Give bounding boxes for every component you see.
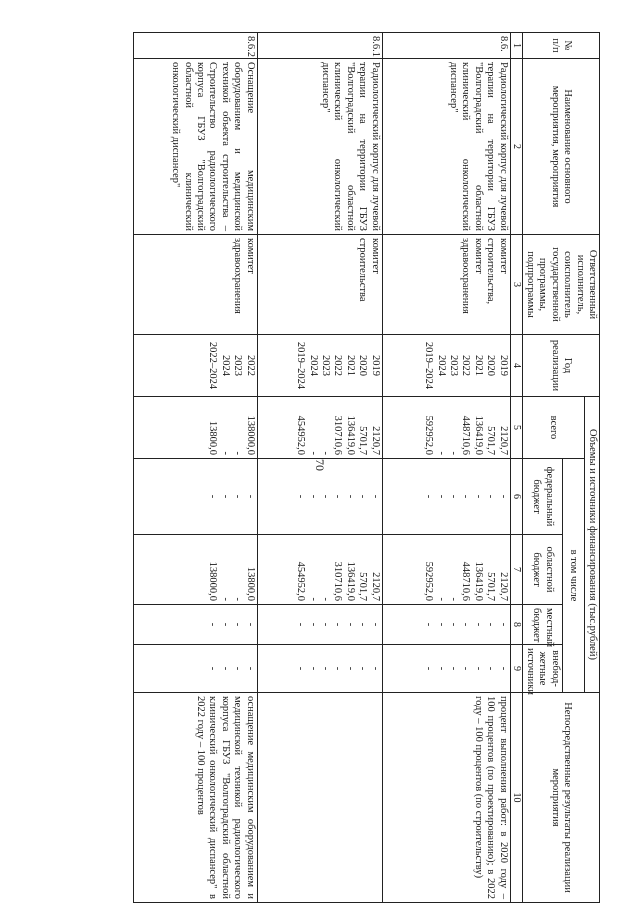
value-cell: - [497,666,509,671]
value-cell: - [369,666,381,671]
value-cell: - [472,622,484,627]
year-cell: 2019–2024 [295,341,307,390]
value-cell: - [472,494,484,499]
value-cell: - [307,666,319,671]
value-cell: - [319,494,331,499]
row-federal [257,459,382,535]
value-cell: - [307,622,319,627]
row-responsible: комитет здравоохранения [133,235,257,335]
col-num: 9 [510,645,522,693]
value-cell: - [435,597,447,601]
year-cell: 2024 [307,355,319,376]
value-cell: 136419,0 [472,415,484,455]
year-cell: 2022 [332,355,344,376]
value-cell: - [207,666,219,671]
header-extra: внебюд-жетные источники [522,645,562,693]
value-cell: - [307,494,319,499]
value-cell: - [357,494,369,499]
row-result: процент выполнения работ: в 2020 году – 100 процентов (по проектированию); в 2022 году – 100 процентов (по строительству) [382,693,510,903]
page-number: 70 [313,459,327,471]
header-local: местный бюджет [522,605,562,645]
value-cell: - [219,451,231,455]
row-responsible: комитет строительства [257,235,382,335]
value-cell: 5701,7 [357,572,369,601]
value-cell: - [332,622,344,627]
value-cell: 138000,0 [207,561,219,601]
value-cell: 5701,7 [485,572,497,601]
row-local [382,605,510,645]
row-years [133,335,257,397]
row-number: 8.6.1 [257,33,382,59]
value-cell: - [319,666,331,671]
value-cell: - [295,622,307,627]
value-cell: - [447,622,459,627]
year-cell: 2020 [357,355,369,376]
header-no: № п/п [522,33,599,59]
row-regional [257,535,382,605]
value-cell: - [485,666,497,671]
value-cell: 13800,0 [244,566,256,601]
value-cell: - [232,451,244,455]
row-federal [382,459,510,535]
value-cell: - [344,622,356,627]
col-num: 4 [510,335,522,397]
col-num: 2 [510,59,522,235]
row-number: 8.6. [382,33,510,59]
row-local [133,605,257,645]
row-regional [133,535,257,605]
value-cell: - [435,494,447,499]
column-numbers-row [510,33,522,903]
value-cell: 138000,0 [244,415,256,455]
col-num: 8 [510,605,522,645]
value-cell: 136419,0 [344,561,356,601]
value-cell: 448710,6 [460,415,472,455]
table-row [133,33,257,903]
value-cell: 5701,7 [357,426,369,455]
row-responsible: комитет строительства, комитет здравоохранения [382,235,510,335]
value-cell: - [423,622,435,627]
value-cell: - [460,622,472,627]
row-number: 8.6.2 [133,33,257,59]
value-cell: 2120,7 [497,572,509,601]
value-cell: - [423,494,435,499]
row-name: Радиологический корпус для лучевой терапии на территории ГБУЗ "Волгоградский областной клинический онкологический диспансер" [382,59,510,235]
row-total [133,397,257,459]
value-cell: - [295,666,307,671]
header-row-1 [584,33,599,903]
col-num: 1 [510,33,522,59]
value-cell: 2120,7 [497,426,509,455]
value-cell: 454952,0 [295,561,307,601]
value-cell: 310710,6 [332,561,344,601]
year-cell: 2024 [219,355,231,376]
header-total: всего [522,397,584,459]
value-cell: 136419,0 [344,415,356,455]
year-cell: 2023 [447,355,459,376]
value-cell: - [319,597,331,601]
header-including: в том числе [562,459,584,693]
row-years [382,335,510,397]
header-funding: Объемы и источники финансирования (тыс.рублей) [584,397,599,693]
table-row [382,33,510,903]
value-cell: - [307,451,319,455]
value-cell: - [319,622,331,627]
col-num: 3 [510,235,522,335]
value-cell: - [460,494,472,499]
value-cell: 5701,7 [485,426,497,455]
value-cell: - [207,622,219,627]
header-responsible: Ответственный исполнитель, соисполнитель государственной программы, подпрограммы [522,235,599,335]
value-cell: - [447,597,459,601]
value-cell: - [435,666,447,671]
row-name: Оснащение медицинским оборудованием и медицинской техникой объекта строительства – Строительство радиологического корпуса ГБУЗ "Волгоградский областной клинический онкологический диспансер" [133,59,257,235]
value-cell: - [219,666,231,671]
value-cell: 2120,7 [369,572,381,601]
value-cell: - [232,666,244,671]
value-cell: - [369,494,381,499]
col-num: 10 [510,693,522,903]
value-cell: 592952,0 [423,415,435,455]
value-cell: 2120,7 [369,426,381,455]
row-years [257,335,382,397]
year-cell: 2024 [435,355,447,376]
value-cell: - [344,494,356,499]
value-cell: - [497,494,509,499]
year-cell: 2020 [485,355,497,376]
value-cell: 592952,0 [423,561,435,601]
value-cell: - [435,622,447,627]
value-cell: - [244,622,256,627]
row-total [382,397,510,459]
header-regional: областной бюджет [522,535,562,605]
value-cell: 13800,0 [207,420,219,455]
value-cell: - [423,666,435,671]
value-cell: - [232,494,244,499]
year-cell: 2023 [232,355,244,376]
row-extra [257,645,382,693]
rotated-page [145,32,600,902]
value-cell: - [244,494,256,499]
row-local [257,605,382,645]
row-result [257,693,382,903]
value-cell: - [447,666,459,671]
year-cell: 2019–2024 [423,341,435,390]
year-cell: 2019 [369,355,381,376]
value-cell: - [357,622,369,627]
value-cell: - [485,494,497,499]
header-federal: федеральный бюджет [522,459,562,535]
value-cell: 310710,6 [332,415,344,455]
value-cell: - [485,622,497,627]
header-year: Год реализации [522,335,599,397]
year-cell: 2021 [472,355,484,376]
value-cell: - [497,622,509,627]
value-cell: - [219,622,231,627]
value-cell: - [332,494,344,499]
table-row [257,33,382,903]
header-name: Наименование основного мероприятия, мероприятия [522,59,599,235]
value-cell: 448710,6 [460,561,472,601]
row-extra [382,645,510,693]
value-cell: - [219,597,231,601]
header-results: Непосредственные результаты реализации мероприятия [522,693,599,903]
value-cell: - [357,666,369,671]
value-cell: - [307,597,319,601]
value-cell: - [447,451,459,455]
year-cell: 2022 [244,355,256,376]
value-cell: - [460,666,472,671]
value-cell: - [295,494,307,499]
row-federal [133,459,257,535]
value-cell: - [369,622,381,627]
value-cell: - [447,494,459,499]
value-cell: - [232,597,244,601]
year-cell: 2021 [344,355,356,376]
value-cell: - [219,494,231,499]
row-total [257,397,382,459]
col-num: 5 [510,397,522,459]
row-result: оснащение медицинским оборудованием и медицинской техникой радиологического корпуса ГБУЗ "Волгоградский областной клинический онкологический диспансер" в 2022 году – 100 процентов [133,693,257,903]
col-num: 6 [510,459,522,535]
value-cell: - [244,666,256,671]
row-extra [133,645,257,693]
value-cell: - [472,666,484,671]
year-cell: 2022–2024 [207,341,219,390]
value-cell: 454952,0 [295,415,307,455]
funding-table [133,32,600,903]
year-cell: 2022 [460,355,472,376]
col-num: 7 [510,535,522,605]
year-cell: 2019 [497,355,509,376]
value-cell: - [332,666,344,671]
value-cell: - [344,666,356,671]
value-cell: - [319,451,331,455]
year-cell: 2023 [319,355,331,376]
value-cell: - [207,494,219,499]
row-name: Радиологический корпус для лучевой терапии на территории ГБУЗ "Волгоградский областной клинический онкологический диспансер" [257,59,382,235]
value-cell: - [435,451,447,455]
value-cell: 136419,0 [472,561,484,601]
value-cell: - [232,622,244,627]
row-regional [382,535,510,605]
